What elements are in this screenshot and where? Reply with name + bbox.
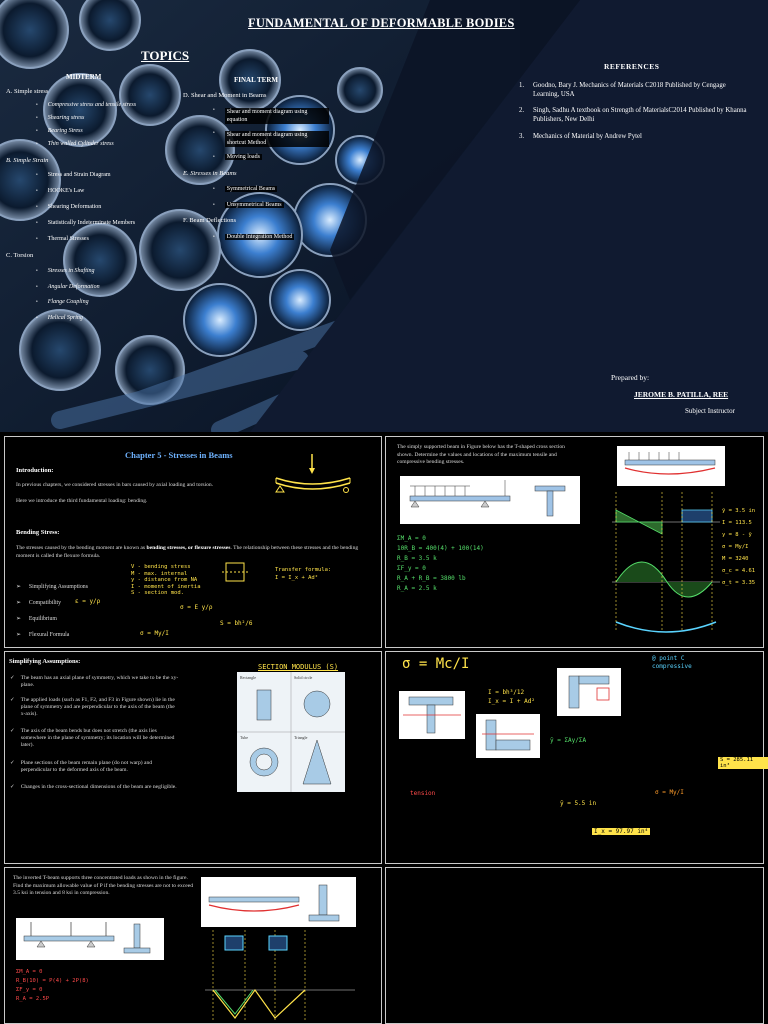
section-modulus-table [237, 672, 345, 792]
section-diagram-2 [476, 714, 540, 758]
stress-strain-formula: σ = E y/ρ [180, 604, 213, 611]
highlighted-section-modulus: S = 285.11 in³ [718, 757, 768, 769]
loaded-beam-figure [201, 877, 356, 927]
topic-item: • Shearing Deformation [36, 204, 102, 210]
assumption-item: ✓ The axis of the beam bends but does not stretch (the axis lies somewhere in the plane of symmetry; its location will be determined later). [10, 728, 175, 749]
prepared-by-label: Prepared by: [611, 373, 650, 382]
topic-item: • Angular Deformation [36, 284, 100, 290]
author-name: JEROME B. PATILLA, REE [634, 390, 729, 399]
handwritten-inertia-notes: I = bh³/12 I_x = I + Ad² [488, 689, 535, 705]
bending-stress-heading: Bending Stress: [16, 529, 60, 536]
section-f-label: F. Beam Deflections [183, 217, 237, 224]
list-item: ➢ Simplifying Assumptions [16, 584, 88, 590]
beam-bending-sketch [270, 452, 356, 498]
loaded-beam-diagram [201, 877, 356, 927]
topic-item: • Stress and Strain Diagram [36, 172, 111, 178]
handwritten-equilibrium: ΣM_A = 0 R_B(10) = P(4) + 2P(8) ΣF_y = 0 R_A = 2.5P [16, 969, 89, 1002]
topic-item: • Shearing stress [36, 115, 85, 121]
assumption-item: ✓ The applied loads (such as F1, F2, and F3 in Figure shown) lie in the plane of symmetry and are perpendicular to the axis of the beam (the x-axis). [10, 697, 175, 718]
section-shapes-diagram [237, 672, 345, 792]
moment-diagram-sketch [205, 930, 355, 1022]
handwritten-sigma-notes: σ = My/I [655, 789, 684, 796]
handwritten-solution: ΣM_A = 0 10R_B = 400(4) + 100(14) R_B = 3.5 k ΣF_y = 0 R_A + R_B = 3800 lb R_A = 2.5 k [397, 535, 484, 592]
transfer-formula-note: Transfer formula: I = I_x + Ad² [275, 567, 332, 581]
shear-moment-diagram-sketch [612, 492, 720, 642]
references-heading: REFERENCES [604, 62, 660, 71]
topic-item: • Thin walled Cylinder stress [36, 141, 114, 147]
problem-statement: The inverted T-beam supports three concentrated loads as shown in the figure. Find the maximum allowable value of P if the bending stresses are not to exceed 3.5 ksi in tension and 8 ksi in compression. [13, 875, 193, 896]
beam-with-load-figure [617, 446, 725, 486]
beam-load-diagram [617, 446, 725, 486]
section-diagram-3 [557, 668, 621, 716]
topic-item: • Moving loads [213, 154, 260, 160]
topic-item: • Shear and moment diagram using equation [213, 108, 329, 124]
topic-item: • Thermal Stresses [36, 236, 89, 242]
topic-item: • Double Integration Method [213, 234, 293, 240]
topic-item: • Shear and moment diagram using shortcut Method [213, 131, 329, 147]
final-term-heading: FINAL TERM [234, 76, 279, 84]
section-modulus-heading: SECTION MODULUS (S) [258, 663, 339, 671]
topic-item: • Compressive stress and tensile stress [36, 102, 137, 108]
inverted-t-beam-figure [16, 918, 164, 960]
list-item: ➢ Compatibility [16, 600, 62, 606]
handwritten-side-notes: ȳ = 3.5 in I = 113.5 y = 8 - ȳ σ = My/I M = 3240 σ_c = 4.61 σ_t = 3.35 [722, 508, 756, 586]
flexure-formula: σ = My/I [140, 630, 169, 637]
section-c-label: C. Torsion [6, 252, 34, 259]
section-modulus-formula: S = bh²/6 [220, 620, 253, 627]
section-d-label: D. Shear and Moment in Beams [183, 92, 267, 99]
table-label: Tube [240, 735, 249, 740]
bending-stress-paragraph: The stresses caused by the bending moment are known as bending stresses, or flexure stresses. The relationship between these stresses and the bending moment is called the flexure formula. [16, 545, 359, 559]
document-title: FUNDAMENTAL OF DEFORMABLE BODIES [248, 16, 515, 30]
reference-item: 2. Singh, Sadhu A textbook on Strength of MaterialsC2014 Published by Khanna Publishers, New Delhi [519, 107, 747, 123]
handwritten-ybar-note: ȳ = 5.5 in [560, 800, 597, 807]
table-label: Triangle [294, 735, 308, 740]
reference-item: 3. Mechanics of Material by Andrew Pytel [519, 133, 642, 140]
t-beam-figure [400, 476, 580, 524]
highlighted-result: I_x = 97.97 in⁴ [594, 828, 649, 835]
table-label: Rectangle [240, 675, 256, 680]
t-beam-diagram [400, 476, 580, 524]
problem-statement: The simply supported beam in Figure below has the T-shaped cross section shown. Determine the values and locations of the maximum tensile and compressive bending stresses. [397, 444, 565, 465]
assumptions-heading: Simplifying Assumptions: [9, 658, 81, 665]
handwritten-tension-note: tension [410, 790, 436, 797]
section-figure-3 [557, 668, 621, 716]
topic-item: • Bearing Stress [36, 128, 83, 134]
topic-item: • Statistically Indeterminate Members [36, 220, 136, 226]
compatibility-formula: ε = y/ρ [75, 598, 101, 605]
assumption-item: ✓ Plane sections of the beam remain plane (do not warp) and perpendicular to the deformed axis of the beam. [10, 760, 153, 774]
t-section-figure [399, 691, 465, 739]
assumption-item: ✓ The beam has an axial plane of symmetry, which we take to be the xy-plane. [10, 675, 179, 689]
handwritten-point-c: @ point C compressive [652, 655, 692, 670]
rectangle-section-sketch [220, 560, 260, 584]
intro-paragraph-1: In previous chapters, we considered stresses in bars caused by axial loading and torsion. [16, 482, 214, 488]
topic-item: • Flange Coupling [36, 299, 89, 305]
list-item: ➢ Flexural Formula [16, 632, 70, 638]
section-b-label: B. Simple Strain [6, 157, 49, 164]
introduction-heading: Introduction: [16, 467, 54, 474]
chapter-title: Chapter 5 - Stresses in Beams [125, 450, 233, 460]
topic-item: • Symmetrical Beams [213, 186, 276, 192]
section-a-label: A. Simple stress [6, 88, 49, 95]
flexure-formula-large: σ = Mc/I [402, 656, 470, 672]
midterm-heading: MIDTERM [66, 73, 102, 81]
intro-paragraph-2: Here we introduce the third fundamental loading: bending. [16, 498, 148, 504]
topic-item: • Helical Spring [36, 315, 83, 321]
handwritten-centroid-notes: ȳ = ΣAy/ΣA [550, 737, 587, 744]
t-section-diagram [399, 691, 465, 739]
section-e-label: E. Stresses in Beams [183, 170, 237, 177]
assumption-item: ✓ Changes in the cross-sectional dimensions of the beam are negligible. [10, 784, 177, 790]
table-label: Solid circle [294, 675, 313, 680]
inverted-t-beam-diagram [16, 918, 164, 960]
reference-item: 1. Goodno, Bary J. Mechanics of Materials C2018 Published by Cengage Learning, USA [519, 82, 726, 98]
slide-blank [385, 867, 764, 1024]
topics-heading: TOPICS [141, 48, 190, 63]
author-role: Subject Instructor [685, 407, 735, 415]
section-figure-2 [476, 714, 540, 758]
topic-item: • Stresses in Shafting [36, 268, 95, 274]
title-page [0, 0, 768, 432]
topic-item: • Unsymmetrical Beams [213, 202, 282, 208]
handwritten-notes: V - bending stress M - max. internal y - distance from NA I - moment of inertia S - section mod. [131, 564, 201, 596]
topic-item: • HOOKE's Law [36, 188, 85, 194]
list-item: ➢ Equilibrium [16, 616, 57, 622]
